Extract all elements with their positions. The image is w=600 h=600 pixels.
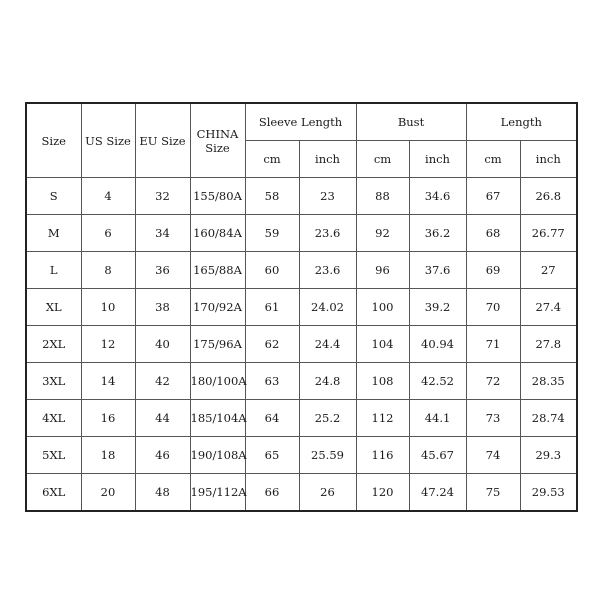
cell-length-inch: 29.53 bbox=[520, 474, 577, 512]
cell-eu: 40 bbox=[135, 326, 190, 363]
header-us-size: US Size bbox=[81, 103, 135, 178]
cell-us: 20 bbox=[81, 474, 135, 512]
cell-sleeve-inch: 24.8 bbox=[299, 363, 356, 400]
table-row bbox=[26, 326, 577, 363]
cell-length-cm: 70 bbox=[466, 289, 520, 326]
cell-size: 4XL bbox=[26, 400, 81, 437]
cell-bust-cm: 120 bbox=[356, 474, 409, 512]
header-size: Size bbox=[26, 103, 81, 178]
unit-bust-inch: inch bbox=[409, 141, 466, 178]
cell-sleeve-cm: 62 bbox=[245, 326, 299, 363]
cell-bust-inch: 44.1 bbox=[409, 400, 466, 437]
cell-sleeve-cm: 64 bbox=[245, 400, 299, 437]
cell-length-inch: 29.3 bbox=[520, 437, 577, 474]
cell-sleeve-cm: 63 bbox=[245, 363, 299, 400]
cell-size: XL bbox=[26, 289, 81, 326]
table-row bbox=[26, 437, 577, 474]
header-bust: Bust bbox=[356, 103, 466, 141]
cell-bust-inch: 39.2 bbox=[409, 289, 466, 326]
cell-eu: 32 bbox=[135, 178, 190, 215]
cell-china: 180/100A bbox=[190, 363, 245, 400]
cell-length-inch: 28.35 bbox=[520, 363, 577, 400]
cell-bust-inch: 36.2 bbox=[409, 215, 466, 252]
cell-us: 10 bbox=[81, 289, 135, 326]
cell-length-inch: 27.8 bbox=[520, 326, 577, 363]
cell-eu: 46 bbox=[135, 437, 190, 474]
cell-sleeve-cm: 60 bbox=[245, 252, 299, 289]
cell-bust-inch: 40.94 bbox=[409, 326, 466, 363]
table-row bbox=[26, 400, 577, 437]
cell-us: 16 bbox=[81, 400, 135, 437]
cell-eu: 42 bbox=[135, 363, 190, 400]
header-china-line1: CHINA bbox=[196, 126, 239, 141]
unit-length-inch: inch bbox=[520, 141, 577, 178]
cell-bust-inch: 45.67 bbox=[409, 437, 466, 474]
cell-sleeve-inch: 23 bbox=[299, 178, 356, 215]
cell-sleeve-cm: 58 bbox=[245, 178, 299, 215]
cell-china: 160/84A bbox=[190, 215, 245, 252]
header-row-top bbox=[26, 103, 577, 141]
cell-eu: 48 bbox=[135, 474, 190, 512]
cell-length-cm: 73 bbox=[466, 400, 520, 437]
cell-china: 170/92A bbox=[190, 289, 245, 326]
cell-bust-cm: 116 bbox=[356, 437, 409, 474]
cell-size: 2XL bbox=[26, 326, 81, 363]
cell-length-cm: 75 bbox=[466, 474, 520, 512]
cell-bust-cm: 108 bbox=[356, 363, 409, 400]
cell-us: 8 bbox=[81, 252, 135, 289]
cell-china: 155/80A bbox=[190, 178, 245, 215]
header-china-line2: Size bbox=[205, 140, 230, 155]
cell-bust-cm: 100 bbox=[356, 289, 409, 326]
cell-china: 195/112A bbox=[190, 474, 245, 512]
cell-sleeve-inch: 26 bbox=[299, 474, 356, 512]
table-row bbox=[26, 289, 577, 326]
cell-size: 3XL bbox=[26, 363, 81, 400]
cell-length-inch: 26.77 bbox=[520, 215, 577, 252]
cell-length-inch: 27 bbox=[520, 252, 577, 289]
cell-sleeve-inch: 23.6 bbox=[299, 252, 356, 289]
cell-sleeve-inch: 24.4 bbox=[299, 326, 356, 363]
cell-china: 175/96A bbox=[190, 326, 245, 363]
cell-bust-inch: 34.6 bbox=[409, 178, 466, 215]
cell-sleeve-inch: 25.59 bbox=[299, 437, 356, 474]
cell-eu: 38 bbox=[135, 289, 190, 326]
cell-china: 185/104A bbox=[190, 400, 245, 437]
cell-length-inch: 27.4 bbox=[520, 289, 577, 326]
cell-eu: 34 bbox=[135, 215, 190, 252]
unit-sleeve-cm: cm bbox=[245, 141, 299, 178]
cell-bust-cm: 96 bbox=[356, 252, 409, 289]
header-length: Length bbox=[466, 103, 577, 141]
cell-us: 14 bbox=[81, 363, 135, 400]
size-chart-table bbox=[25, 102, 578, 512]
cell-length-cm: 67 bbox=[466, 178, 520, 215]
cell-bust-inch: 37.6 bbox=[409, 252, 466, 289]
table-row bbox=[26, 363, 577, 400]
header-sleeve-length: Sleeve Length bbox=[245, 103, 356, 141]
cell-bust-inch: 42.52 bbox=[409, 363, 466, 400]
cell-eu: 36 bbox=[135, 252, 190, 289]
cell-bust-cm: 92 bbox=[356, 215, 409, 252]
cell-sleeve-inch: 25.2 bbox=[299, 400, 356, 437]
cell-length-cm: 69 bbox=[466, 252, 520, 289]
cell-sleeve-cm: 59 bbox=[245, 215, 299, 252]
cell-china: 190/108A bbox=[190, 437, 245, 474]
header-china-size bbox=[190, 103, 245, 178]
cell-bust-cm: 112 bbox=[356, 400, 409, 437]
cell-length-cm: 68 bbox=[466, 215, 520, 252]
cell-bust-cm: 104 bbox=[356, 326, 409, 363]
cell-size: S bbox=[26, 178, 81, 215]
cell-length-inch: 26.8 bbox=[520, 178, 577, 215]
header-eu-size: EU Size bbox=[135, 103, 190, 178]
cell-us: 18 bbox=[81, 437, 135, 474]
cell-sleeve-cm: 61 bbox=[245, 289, 299, 326]
table-row bbox=[26, 215, 577, 252]
unit-length-cm: cm bbox=[466, 141, 520, 178]
table-row bbox=[26, 474, 577, 512]
cell-sleeve-inch: 24.02 bbox=[299, 289, 356, 326]
cell-size: L bbox=[26, 252, 81, 289]
cell-size: 5XL bbox=[26, 437, 81, 474]
unit-sleeve-inch: inch bbox=[299, 141, 356, 178]
cell-length-inch: 28.74 bbox=[520, 400, 577, 437]
cell-us: 4 bbox=[81, 178, 135, 215]
unit-bust-cm: cm bbox=[356, 141, 409, 178]
cell-bust-cm: 88 bbox=[356, 178, 409, 215]
table-row bbox=[26, 178, 577, 215]
cell-sleeve-inch: 23.6 bbox=[299, 215, 356, 252]
cell-length-cm: 74 bbox=[466, 437, 520, 474]
cell-us: 12 bbox=[81, 326, 135, 363]
cell-length-cm: 71 bbox=[466, 326, 520, 363]
cell-bust-inch: 47.24 bbox=[409, 474, 466, 512]
table-row bbox=[26, 252, 577, 289]
cell-china: 165/88A bbox=[190, 252, 245, 289]
cell-size: M bbox=[26, 215, 81, 252]
cell-sleeve-cm: 66 bbox=[245, 474, 299, 512]
cell-length-cm: 72 bbox=[466, 363, 520, 400]
cell-eu: 44 bbox=[135, 400, 190, 437]
cell-us: 6 bbox=[81, 215, 135, 252]
cell-sleeve-cm: 65 bbox=[245, 437, 299, 474]
cell-size: 6XL bbox=[26, 474, 81, 512]
